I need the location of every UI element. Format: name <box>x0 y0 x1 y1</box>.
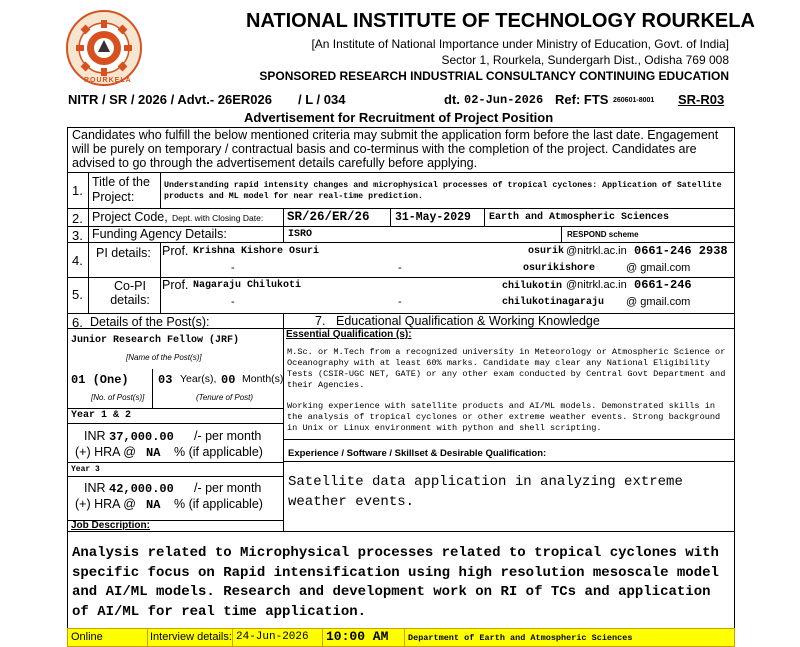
copi-phone: 0661-246 <box>634 278 692 292</box>
pay1-hra: NA <box>146 446 161 460</box>
copi-alt-domain: @ gmail.com <box>626 296 691 308</box>
fts-number: 260601-8001 <box>613 97 655 104</box>
pay1-amount: 37,000.00 <box>109 430 174 444</box>
interview-label: Interview details: <box>150 631 232 643</box>
row7-label: Educational Qualification & Working Knowledge <box>336 314 600 328</box>
institute-logo <box>64 8 144 88</box>
pi-prefix: Prof. <box>162 244 189 258</box>
pay1-inr-label: INR <box>84 429 106 443</box>
page-title: Advertisement for Recruitment of Project Position <box>244 110 554 125</box>
post-name: Junior Research Fellow (JRF) <box>71 335 240 346</box>
tenure-caption: (Tenure of Post) <box>196 393 254 402</box>
department-name: SPONSORED RESEARCH INDUSTRIAL CONSULTANCY CONTINUING EDUCATION <box>259 69 729 83</box>
pi-phone: 0661-246 2938 <box>634 244 728 258</box>
institute-address: Sector 1, Rourkela, Sundergarh Dist., Odisha 769 008 <box>441 53 729 67</box>
pi-email-domain: @nitrkl.ac.in <box>566 245 627 257</box>
pay1-hra-label: (+) HRA @ <box>75 445 136 459</box>
funding-scheme: RESPOND scheme <box>567 230 639 239</box>
essential-qualification-text: M.Sc. or M.Tech from a recognized university in Meteorology or Atmospheric Science or Oceanography with at least 60% marks. Candidate may clear any National Eligibility Tests (CSIR-UGC NET, GATE) or any other exam conducted by Central Govt Department and their Agencies. <box>287 347 726 390</box>
row4-label: PI details: <box>96 246 151 260</box>
row2-label: Project Code, <box>92 210 168 224</box>
closing-date: 31-May-2029 <box>395 211 471 224</box>
pay2-hra: NA <box>146 498 161 512</box>
fts-label: Ref: FTS <box>555 92 609 107</box>
row6-number: 6. <box>72 315 83 330</box>
pay2-hra-suffix: % (if applicable) <box>174 497 263 511</box>
tenure-years: 03 <box>158 373 173 387</box>
post-count: 01 (One) <box>71 373 129 387</box>
project-title: Understanding rapid intensity changes and microphysical processes of tropical cyclones: Application of Satellite products and ML model for near real-time prediction. <box>164 181 722 201</box>
interview-venue: Department of Earth and Atmospheric Sciences <box>408 633 633 643</box>
job-description-label: Job Description: <box>71 520 150 531</box>
copi-alt-email: chilukotinagaraju <box>502 297 605 308</box>
pay1-period: Year 1 & 2 <box>71 410 132 421</box>
department: Earth and Atmospheric Sciences <box>489 212 670 223</box>
pi-dash-1: - <box>231 262 235 274</box>
row6-label: Details of the Post(s): <box>90 315 210 329</box>
row5-label: Co-PI details: <box>110 279 150 307</box>
row4-number: 4. <box>72 253 83 268</box>
post-name-caption: [Name of the Post(s)] <box>126 353 202 362</box>
row3-label: Funding Agency Details: <box>92 227 227 241</box>
intro-text: Candidates who fulfill the below mentioned criteria may submit the application form before the last date. Engagement will be purely on temporary / contractual basis and co-terminus with the completion of the project. Candidates are advised to go through the advertisement details carefully before applying. <box>72 128 719 170</box>
pay1-per-month: /- per month <box>194 429 262 443</box>
advertisement-number: NITR / SR / 2026 / Advt.- 26ER026 <box>68 92 272 107</box>
pi-alt-email: osurikishore <box>523 263 596 274</box>
tenure-years-label: Year(s), <box>180 373 217 385</box>
tenure-months: 00 <box>221 373 236 387</box>
copi-dash-1: - <box>231 296 235 308</box>
copi-name: Nagaraju Chilukoti <box>193 280 302 291</box>
pay2-per-month: /- per month <box>194 481 262 495</box>
row2-number: 2. <box>72 211 83 226</box>
working-knowledge-text: Working experience with satellite products and AI/ML models. Demonstrated skills in the analysis of tropical cyclones or other extreme weather events. Strong background in Unix or Linux environment with python and shell scripting. <box>287 401 721 433</box>
application-mode: Online <box>71 631 103 643</box>
pay2-inr-label: INR <box>84 481 106 495</box>
copi-prefix: Prof. <box>162 278 189 292</box>
copi-dash-2: - <box>398 296 402 308</box>
advertisement-serial: / L / 034 <box>298 92 346 107</box>
desirable-qualification-text: Satellite data application in analyzing extreme weather events. <box>288 474 683 510</box>
date-label: dt. <box>444 92 460 107</box>
row1-number: 1. <box>72 183 83 198</box>
funding-agency: ISRO <box>288 229 313 240</box>
pay1-hra-suffix: % (if applicable) <box>174 445 263 459</box>
job-description-text: Analysis related to Microphysical processes related to tropical cyclones with specific focus on Rapid intensification using high resolution mesoscale model and AI/ML models. Research and development work on RI of TCs and application of AI/ML for real time application. <box>72 545 719 620</box>
pi-name: Krishna Kishore Osuri <box>193 246 320 257</box>
essential-qualification-label: Essential Qualification (s): <box>286 329 412 340</box>
pi-alt-domain: @ gmail.com <box>626 262 691 274</box>
tenure-months-label: Month(s) <box>242 373 284 385</box>
form-code: SR-R03 <box>678 92 725 107</box>
pay2-period: Year 3 <box>71 465 100 474</box>
row2-label-small: Dept. with Closing Date: <box>172 213 264 223</box>
row3-number: 3. <box>72 228 83 243</box>
institute-subtitle: [An Institute of National Importance under Ministry of Education, Govt. of India] <box>311 37 729 51</box>
interview-time: 10:00 AM <box>326 629 389 644</box>
advertisement-date: 02-Jun-2026 <box>464 93 544 107</box>
project-code: SR/26/ER/26 <box>287 210 370 224</box>
post-count-caption: [No. of Post(s)] <box>91 393 145 402</box>
copi-email-domain: @nitrkl.ac.in <box>566 279 627 291</box>
copi-email: chilukotin <box>502 281 563 292</box>
row1-label: Title of the Project: <box>92 175 150 204</box>
logo-bottom-text: ROURKELA <box>84 77 132 84</box>
row7-number: 7. <box>315 314 326 328</box>
pi-dash-2: - <box>398 262 402 274</box>
institute-name: NATIONAL INSTITUTE OF TECHNOLOGY ROURKELA <box>246 10 755 32</box>
interview-date: 24-Jun-2026 <box>236 631 309 643</box>
pay2-amount: 42,000.00 <box>109 482 174 496</box>
desirable-qualification-label: Experience / Software / Skillset & Desirable Qualification: <box>288 448 547 459</box>
pay2-hra-label: (+) HRA @ <box>75 497 136 511</box>
pi-email: osurik <box>528 246 565 257</box>
row5-number: 5. <box>72 287 83 302</box>
